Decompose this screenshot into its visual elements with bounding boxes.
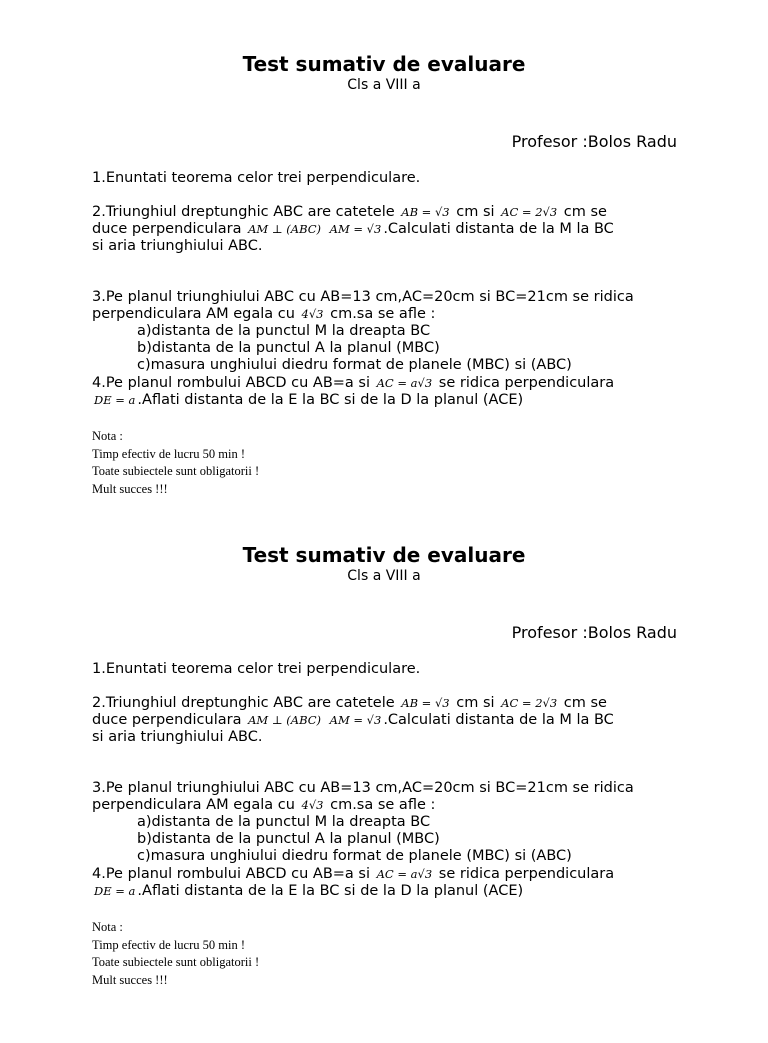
question-text: 4.Pe planul rombului ABCD cu AB=a si — [92, 866, 370, 882]
math-formula: AC = 2√3 — [501, 205, 558, 219]
math-formula: AM ⊥ (ABC) — [248, 713, 322, 727]
question-text: cm se — [563, 695, 607, 711]
question-text: .Calculati distanta de la M la BC — [383, 221, 614, 237]
question-text: duce perpendiculara — [92, 712, 242, 728]
question-text: se ridica perpendiculara — [438, 866, 615, 882]
question-1: 1.Enuntati teorema celor trei perpendiculare. — [92, 170, 421, 186]
test-copy — [0, 52, 768, 552]
question-2 — [92, 695, 692, 746]
note-line: Toate subiectele sunt obligatorii ! — [92, 464, 260, 478]
math-formula: AB = √3 — [401, 205, 450, 219]
math-formula: AC = a√3 — [376, 376, 433, 390]
class-subtitle: Cls a VIII a — [347, 568, 421, 584]
question-text: 3.Pe planul triunghiului ABC cu AB=13 cm,AC=20cm si BC=21cm se ridica — [92, 289, 634, 305]
note-line: Timp efectiv de lucru 50 min ! — [92, 937, 245, 952]
question-text: .Aflati distanta de la E la BC si de la D la planul (ACE) — [137, 883, 524, 899]
note-line: Nota : — [92, 920, 123, 934]
question-4 — [92, 375, 692, 409]
question-text: 2.Triunghiul dreptunghic ABC are catetele — [92, 204, 395, 220]
question-text: perpendiculara AM egala cu — [92, 797, 295, 813]
question-text: duce perpendiculara — [92, 221, 242, 237]
question-text: cm si — [456, 695, 495, 711]
question-4 — [92, 866, 692, 900]
subquestion-a: a)distanta de la punctul M la dreapta BC — [137, 323, 431, 339]
subquestion-c: c)masura unghiului diedru format de planele (MBC) si (ABC) — [137, 848, 572, 864]
question-text: .Calculati distanta de la M la BC — [383, 712, 614, 728]
subquestion-c: c)masura unghiului diedru format de planele (MBC) si (ABC) — [137, 357, 572, 373]
math-formula: AC = a√3 — [376, 867, 433, 881]
note-line: Nota : — [92, 429, 123, 443]
question-2 — [92, 204, 692, 255]
subquestion-b: b)distanta de la punctul A la planul (MBC) — [137, 340, 440, 356]
question-text: cm si — [456, 204, 495, 220]
note-line: Toate subiectele sunt obligatorii ! — [92, 955, 260, 969]
math-formula: DE = a — [94, 393, 136, 407]
note-line: Mult succes !!! — [92, 972, 168, 987]
math-formula: AM = √3 — [329, 222, 382, 236]
math-formula: AC = 2√3 — [501, 696, 558, 710]
question-text: si aria triunghiului ABC. — [92, 729, 263, 745]
question-3 — [92, 289, 692, 374]
math-formula: DE = a — [94, 884, 136, 898]
question-3 — [92, 780, 692, 865]
question-text: cm.sa se afle : — [330, 797, 436, 813]
subquestion-b: b)distanta de la punctul A la planul (MBC) — [137, 831, 440, 847]
question-1: 1.Enuntati teorema celor trei perpendiculare. — [92, 661, 421, 677]
subquestion-a: a)distanta de la punctul M la dreapta BC — [137, 814, 431, 830]
notes-block — [92, 428, 492, 498]
note-line: Mult succes !!! — [92, 481, 168, 496]
math-formula: AM = √3 — [329, 713, 382, 727]
question-text: perpendiculara AM egala cu — [92, 306, 295, 322]
test-title: Test sumativ de evaluare — [242, 52, 526, 76]
notes-block — [92, 919, 492, 989]
math-formula: 4√3 — [301, 307, 324, 321]
teacher-name: Profesor :Bolos Radu — [511, 623, 677, 642]
question-text: 2.Triunghiul dreptunghic ABC are catetele — [92, 695, 395, 711]
math-formula: AM ⊥ (ABC) — [248, 222, 322, 236]
question-text: se ridica perpendiculara — [438, 375, 615, 391]
math-formula: AB = √3 — [401, 696, 450, 710]
test-title: Test sumativ de evaluare — [242, 543, 526, 567]
question-text: 4.Pe planul rombului ABCD cu AB=a si — [92, 375, 370, 391]
class-subtitle: Cls a VIII a — [347, 77, 421, 93]
teacher-name: Profesor :Bolos Radu — [511, 132, 677, 151]
question-text: cm se — [563, 204, 607, 220]
question-text: .Aflati distanta de la E la BC si de la D la planul (ACE) — [137, 392, 524, 408]
note-line: Timp efectiv de lucru 50 min ! — [92, 446, 245, 461]
question-text: si aria triunghiului ABC. — [92, 238, 263, 254]
question-text: 3.Pe planul triunghiului ABC cu AB=13 cm,AC=20cm si BC=21cm se ridica — [92, 780, 634, 796]
math-formula: 4√3 — [301, 798, 324, 812]
question-text: cm.sa se afle : — [330, 306, 436, 322]
test-copy — [0, 543, 768, 1043]
